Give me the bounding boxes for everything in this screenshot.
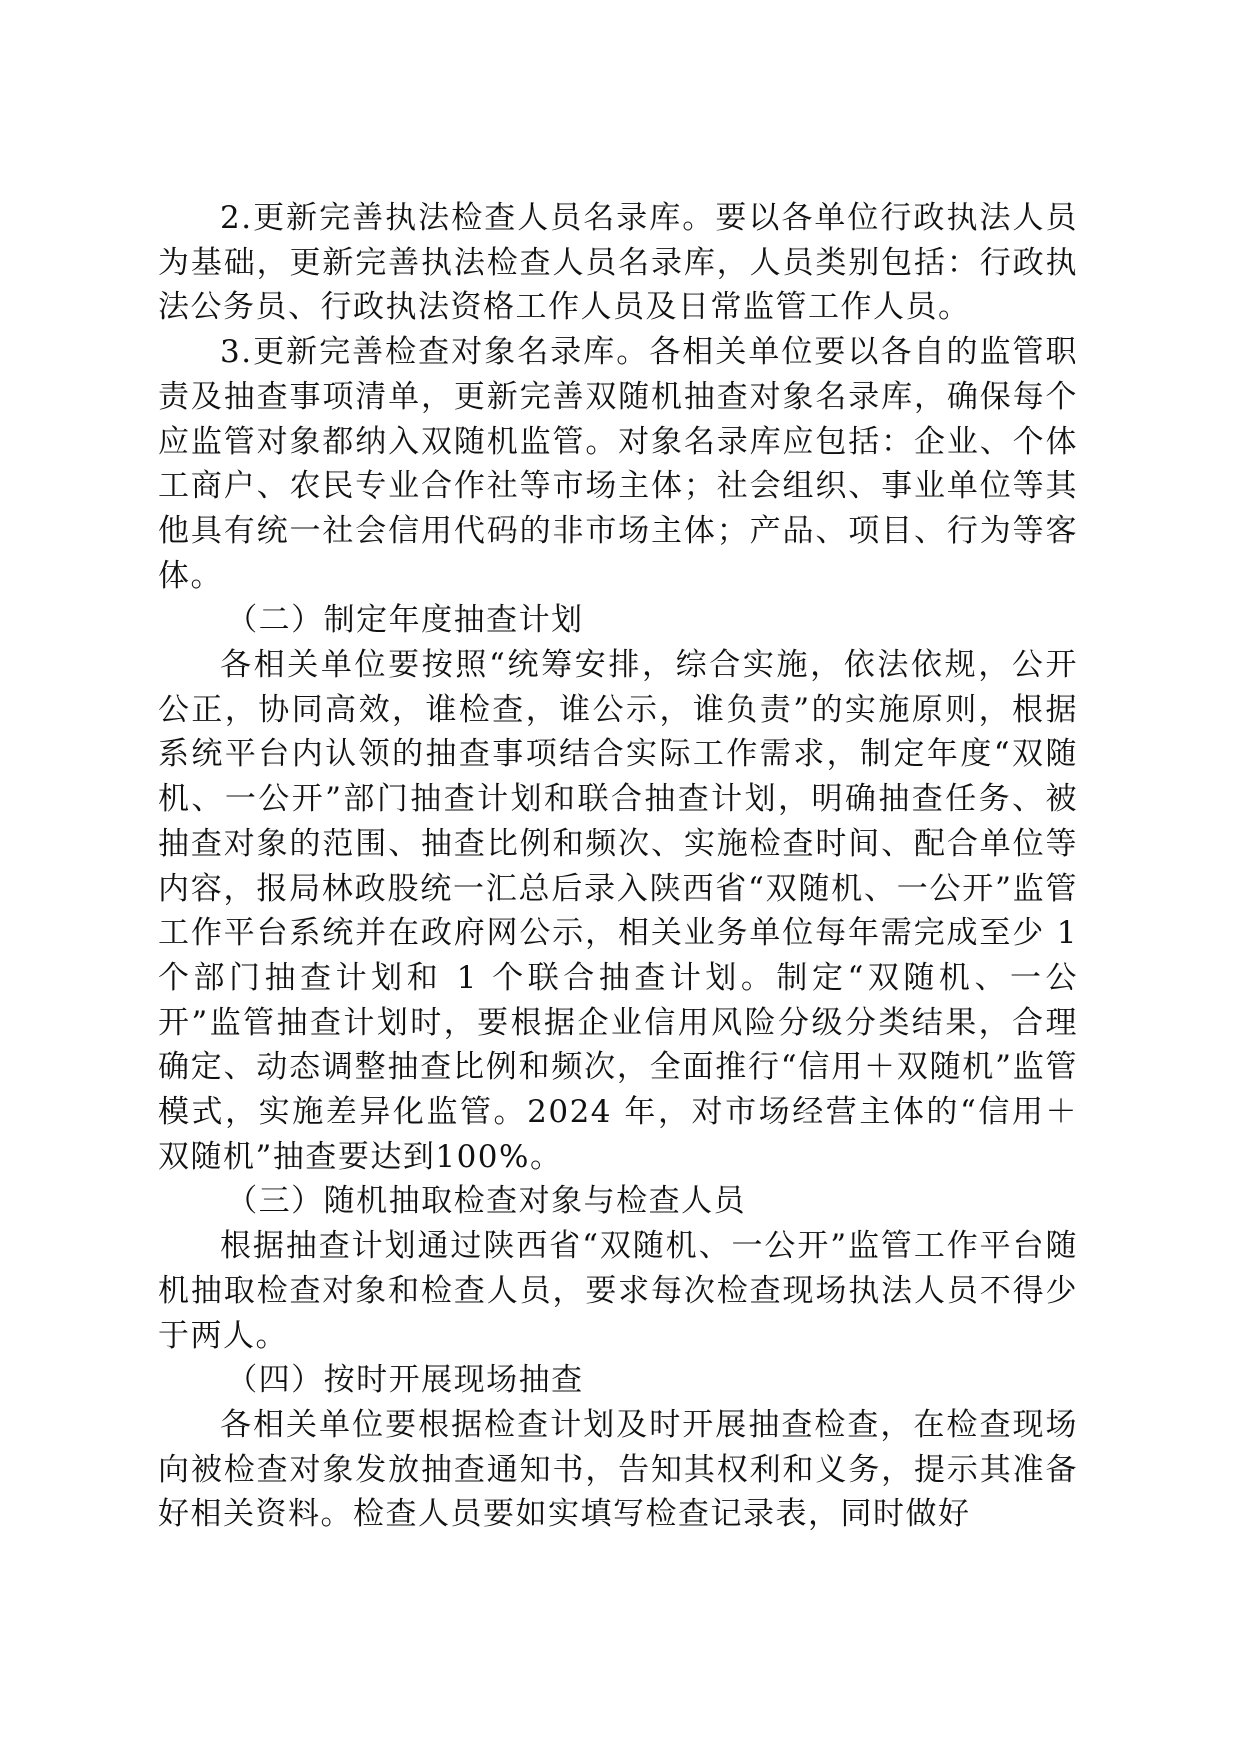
paragraph-update-inspector-roster: 2.更新完善执法检查人员名录库。要以各单位行政执法人员为基础，更新完善执法检查人员名录库，人员类别包括：行政执法公务员、行政执法资格工作人员及日常监管工作人员。 xyxy=(158,200,1078,326)
paragraph-update-inspection-object-roster: 3.更新完善检查对象名录库。各相关单位要以各自的监管职责及抽查事项清单，更新完善双随机抽查对象名录库，确保每个应监管对象都纳入双随机监管。对象名录库应包括：企业、个体工商户、农民专业合作社等市场主体；社会组织、事业单位等其他具有统一社会信用代码的非市场主体；产品、项目、行为等客体。 xyxy=(158,334,1078,594)
section-heading-annual-plan: （二）制定年度抽查计划 xyxy=(226,602,584,639)
paragraph-onsite-inspection: 各相关单位要根据检查计划及时开展抽查检查，在检查现场向被检查对象发放抽查通知书，告知其权利和义务，提示其准备好相关资料。检查人员要如实填写检查记录表，同时做好 xyxy=(158,1406,1078,1533)
paragraph-annual-plan: 各相关单位要按照“统筹安排，综合实施，依法依规，公开公正，协同高效，谁检查，谁公示，谁负责”的实施原则，根据系统平台内认领的抽查事项结合实际工作需求，制定年度“双随机、一公开”部门抽查计划和联合抽查计划，明确抽查任务、被抽查对象的范围、抽查比例和频次、实施检查时间、配合单位等内容，报局林政股统一汇总后录入陕西省“双随机、一公开”监管工作平台系统并在政府网公示，相关业务单位每年需完成至少 1 个部门抽查计划和 1 个联合抽查计划。制定“双随机、一公开”监管抽查计划时，要根据企业信用风险分级分类结果，合理确定、动态调整抽查比例和频次，全面推行“信用＋双随机”监管模式，实施差异化监管。2024 年，对市场经营主体的“信用＋双随机”抽查要达到100%。 xyxy=(158,647,1078,1175)
section-heading-random-selection: （三）随机抽取检查对象与检查人员 xyxy=(226,1183,747,1220)
section-heading-onsite-inspection: （四）按时开展现场抽查 xyxy=(226,1362,584,1399)
paragraph-random-selection: 根据抽查计划通过陕西省“双随机、一公开”监管工作平台随机抽取检查对象和检查人员，要求每次检查现场执法人员不得少于两人。 xyxy=(158,1228,1078,1354)
document-body xyxy=(158,196,1078,1537)
